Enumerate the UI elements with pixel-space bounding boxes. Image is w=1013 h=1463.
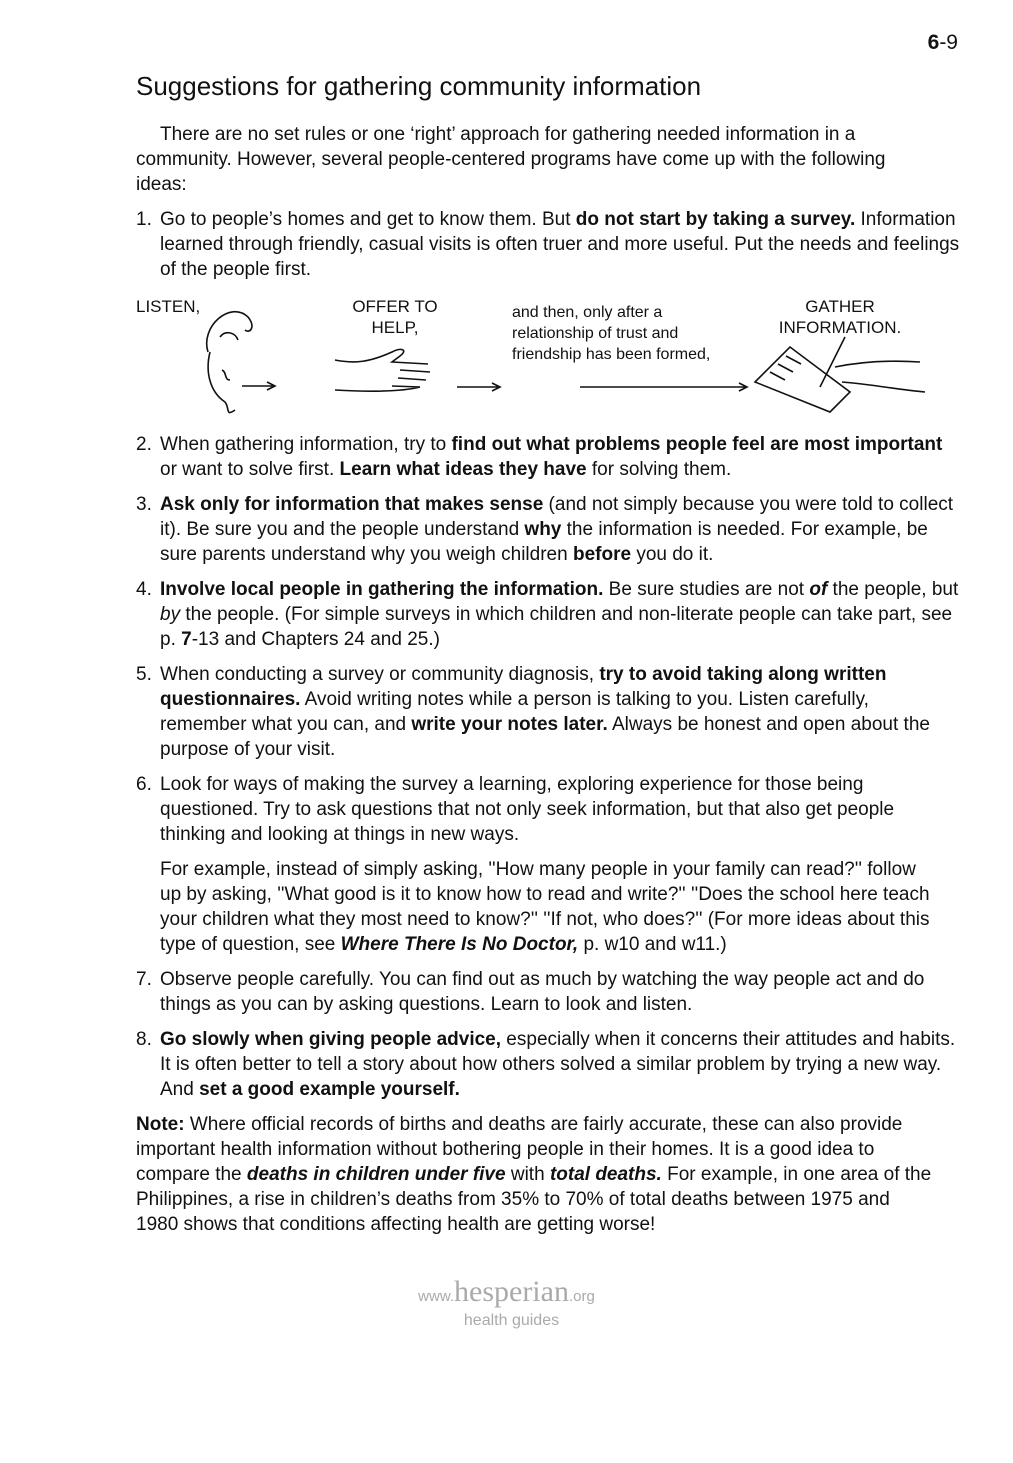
body-text: the information is needed. For example, be sure parents understand why you weigh children <box>160 519 928 565</box>
body-text: Observe people carefully. You can find out as much by watching the way people act and do things as you can by asking questions. Learn to look and listen. <box>160 969 925 1015</box>
body-text: Go to people’s homes and get to know them. But <box>160 209 576 230</box>
body-text: for solving them. <box>586 459 732 480</box>
ear-icon <box>207 312 252 413</box>
hand-icon <box>335 349 430 391</box>
body-text: p. w10 and w11.) <box>578 934 727 955</box>
body-text: Be sure studies are not <box>603 579 810 600</box>
body-text: or want to solve first. <box>160 459 340 480</box>
body-text: Always be honest and open about the purpose of your visit. <box>160 714 930 760</box>
list-item <box>136 577 960 652</box>
logo-tld: .org <box>568 1288 595 1305</box>
item-number: 1. <box>136 209 152 230</box>
list-item <box>136 967 960 1017</box>
body-text: by <box>160 604 181 625</box>
emphasis-text: Go slowly when giving people advice, <box>160 1029 502 1050</box>
hesperian-logo[interactable] <box>0 1277 1013 1330</box>
emphasis-text: Note: <box>136 1114 185 1135</box>
item-number: 5. <box>136 664 152 685</box>
item-number: 7. <box>136 969 152 990</box>
body-text: When conducting a survey or community diagnosis, <box>160 664 600 685</box>
item-number: 4. <box>136 579 152 600</box>
body-text: -13 and Chapters 24 and 25.) <box>191 629 440 650</box>
emphasis-text: total deaths. <box>549 1164 662 1185</box>
body-text: Information learned through friendly, casual visits is often truer and more useful. Put the needs and feelings of the people first. <box>160 209 960 280</box>
emphasis-text: Learn what ideas they have <box>339 459 587 480</box>
emphasis-text: Where There Is No Doctor, <box>340 934 579 955</box>
paper-writing-icon <box>755 337 925 412</box>
body-text: the people, but <box>827 579 959 600</box>
logo-www: www. <box>418 1288 455 1305</box>
body-text: For example, in one area of the Philippines, a rise in children’s deaths from 35% to 70% of total deaths between 1975 and 1980 shows that conditions affecting health are getting worse! <box>136 1164 932 1235</box>
emphasis-text: of <box>809 579 828 600</box>
emphasis-text: deaths in children under five <box>246 1164 506 1185</box>
list-item <box>136 772 960 847</box>
body-text: Where official records of births and deaths are fairly accurate, these can also provide important health information without bothering people in their homes. It is a good idea to compare the <box>136 1114 903 1185</box>
intro-paragraph: There are no set rules or one ‘right’ approach for gathering needed information in a community. However, several people-centered programs have come up with the following ideas: <box>136 124 886 195</box>
page-title: Suggestions for gathering community information <box>136 71 702 101</box>
chapter-number: 6 <box>927 31 940 54</box>
item6-example <box>160 857 936 957</box>
emphasis-text: 7 <box>181 629 192 650</box>
item-number: 8. <box>136 1029 152 1050</box>
emphasis-text: try to avoid taking along written questionnaires. <box>160 664 887 710</box>
logo-tagline: health guides <box>463 1312 560 1329</box>
item-number: 2. <box>136 434 152 455</box>
page-number <box>0 30 1013 56</box>
logo-brand: hesperian <box>454 1275 569 1308</box>
emphasis-text: find out what problems people feel are most important <box>451 434 943 455</box>
emphasis-text: why <box>524 519 562 540</box>
emphasis-text: before <box>572 544 632 565</box>
page-number-value: -9 <box>939 31 958 54</box>
item-number: 3. <box>136 494 152 515</box>
body-text: For example, instead of simply asking, ''How many people in your family can read?'' follow up by asking, ''What good is it to know how to read and write?'' ''Does the school here teach your children what they most need to know?'' ''If not, who does?'' (For more ideas about this type of question, see <box>160 859 930 955</box>
gather-label: GATHER INFORMATION. <box>778 297 902 337</box>
list-item <box>136 492 960 567</box>
offer-label: OFFER TO HELP, <box>352 297 438 337</box>
listen-label: LISTEN, <box>136 297 201 316</box>
body-text: you do it. <box>631 544 714 565</box>
body-text: with <box>505 1164 550 1185</box>
body-text: When gathering information, try to <box>160 434 452 455</box>
item-number: 6. <box>136 774 152 795</box>
list-item <box>136 1027 960 1102</box>
illustration-caption: and then, only after a relationship of trust and friendship has been formed, <box>512 304 711 363</box>
body-text: the people. (For simple surveys in which children and non-literate people can take part, see p. <box>160 604 953 650</box>
list-item <box>136 432 960 482</box>
emphasis-text: do not start by taking a survey. <box>575 209 856 230</box>
illustration-drawing <box>130 292 930 422</box>
emphasis-text: set a good example yourself. <box>199 1079 460 1100</box>
emphasis-text: Involve local people in gathering the information. <box>160 579 604 600</box>
arrow <box>242 382 275 390</box>
emphasis-text: write your notes later. <box>411 714 608 735</box>
illustration <box>130 292 930 422</box>
list-item <box>136 207 960 282</box>
arrow <box>580 383 747 391</box>
body-text: Avoid writing notes while a person is talking to you. Listen carefully, remember what you can, and <box>160 689 869 735</box>
list-item <box>136 662 960 762</box>
emphasis-text: Ask only for information that makes sense <box>160 494 544 515</box>
body-text: (and not simply because you were told to collect it). Be sure you and the people understand <box>160 494 954 540</box>
note-paragraph <box>136 1112 936 1237</box>
body-text: especially when it concerns their attitudes and habits. It is often better to tell a story about how others solved a similar problem by trying a new way. And <box>160 1029 956 1100</box>
body-text: Look for ways of making the survey a learning, exploring experience for those being questioned. Try to ask questions that not only seek information, but that also get people thinking and looking at things in new ways. <box>160 774 895 845</box>
arrow <box>457 383 500 391</box>
